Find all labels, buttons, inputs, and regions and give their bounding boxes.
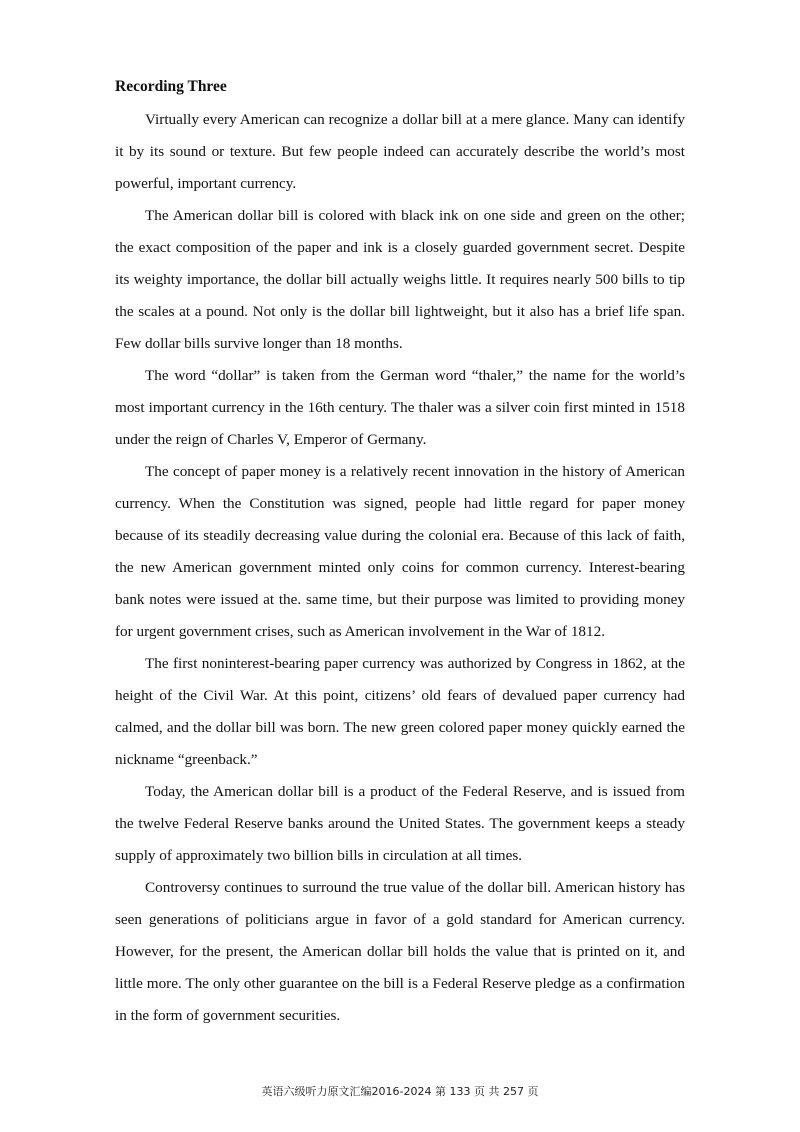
paragraph-2: The American dollar bill is colored with black ink on one side and green on the other; the exact composition of the paper and ink is a closely guarded government secret. Despite its weighty importance, the dollar bill actually weighs little. It requires nearly 500 bills to tip the scales at a pound. Not only is the dollar bill lightweight, but it also has a brief life span. Few dollar bills survive longer than 18 months. xyxy=(115,207,685,352)
paragraph-6: Today, the American dollar bill is a product of the Federal Reserve, and is issued from the twelve Federal Reserve banks around the United States. The government keeps a steady supply of approximately two billion bills in circulation at all times. xyxy=(115,783,685,864)
paragraph-7: Controversy continues to surround the true value of the dollar bill. American history has seen generations of politicians argue in favor of a gold standard for American currency. However, for the present, the American dollar bill holds the value that is printed on it, and little more. The only other guarantee on the bill is a Federal Reserve pledge as a confirmation in the form of government securities. xyxy=(115,879,685,1024)
page-footer: 英语六级听力原文汇编2016-2024 第 133 页 共 257 页 xyxy=(261,1085,539,1098)
paragraph-3: The word “dollar” is taken from the German word “thaler,” the name for the world’s most important currency in the 16th century. The thaler was a silver coin first minted in 1518 under the reign of Charles V, Emperor of Germany. xyxy=(115,367,685,448)
paragraph-1: Virtually every American can recognize a dollar bill at a mere glance. Many can identify it by its sound or texture. But few people indeed can accurately describe the world’s most powerful, important currency. xyxy=(115,111,685,192)
section-heading: Recording Three xyxy=(115,78,227,95)
paragraph-4: The concept of paper money is a relatively recent innovation in the history of American currency. When the Constitution was signed, people had little regard for paper money because of its steadily decreasing value during the colonial era. Because of this lack of faith, the new American government minted only coins for common currency. Interest-bearing bank notes were issued at the. same time, but their purpose was limited to providing money for urgent government crises, such as American involvement in the War of 1812. xyxy=(115,463,685,640)
paragraph-5: The first noninterest-bearing paper currency was authorized by Congress in 1862, at the height of the Civil War. At this point, citizens’ old fears of devalued paper currency had calmed, and the dollar bill was born. The new green colored paper money quickly earned the nickname “greenback.” xyxy=(115,655,685,768)
document-body xyxy=(115,72,685,1032)
